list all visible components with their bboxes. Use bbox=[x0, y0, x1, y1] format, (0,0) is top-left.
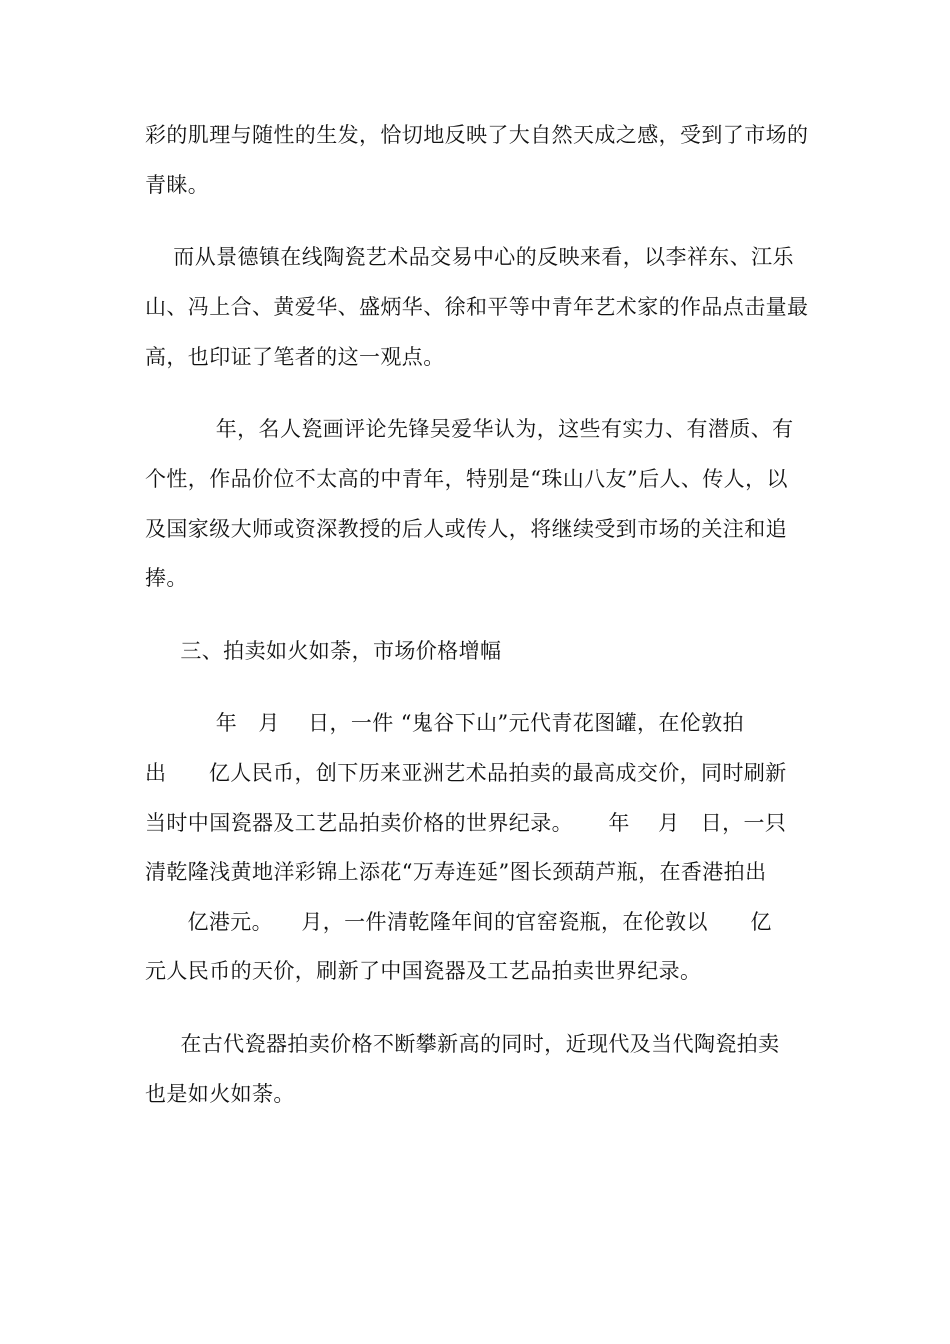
text-line: 出 亿人民币，创下历来亚洲艺术品拍卖的最高成交价，同时刷新 bbox=[145, 761, 787, 785]
text-line: 青睐。 bbox=[145, 173, 210, 197]
text-line: 而从景德镇在线陶瓷艺术品交易中心的反映来看，以李祥东、江乐 bbox=[145, 245, 794, 269]
text-line: 年，名人瓷画评论先锋吴爱华认为，这些有实力、有潜质、有 bbox=[145, 417, 794, 441]
text-line: 清乾隆浅黄地洋彩锦上添花“万寿连延”图长颈葫芦瓶，在香港拍出 bbox=[145, 860, 767, 884]
text-line: 山、冯上合、黄爱华、盛炳华、徐和平等中青年艺术家的作品点击量最 bbox=[145, 295, 809, 319]
text-line: 在古代瓷器拍卖价格不断攀新高的同时，近现代及当代陶瓷拍卖 bbox=[145, 1032, 780, 1056]
text-line: 也是如火如荼。 bbox=[145, 1082, 295, 1106]
section-heading: 三、拍卖如火如荼，市场价格增幅 bbox=[145, 639, 502, 663]
text-line: 当时中国瓷器及工艺品拍卖价格的世界纪录。 年 月 日，一只 bbox=[145, 811, 787, 835]
text-line: 捧。 bbox=[145, 566, 188, 590]
text-line: 亿港元。 月，一件清乾隆年间的官窑瓷瓶，在伦敦以 亿 bbox=[145, 910, 772, 934]
text-line: 彩的肌理与随性的生发，恰切地反映了大自然天成之感，受到了市场的 bbox=[145, 123, 809, 147]
text-line: 元人民币的天价，刷新了中国瓷器及工艺品拍卖世界纪录。 bbox=[145, 959, 702, 983]
text-line: 及国家级大师或资深教授的后人或传人，将继续受到市场的关注和追 bbox=[145, 517, 787, 541]
text-line: 高，也印证了笔者的这一观点。 bbox=[145, 345, 445, 369]
text-line: 年 月 日，一件 “鬼谷下山”元代青花图罐，在伦敦拍 bbox=[145, 711, 745, 735]
text-line: 个性，作品价位不太高的中青年，特别是“珠山八友”后人、传人，以 bbox=[145, 467, 788, 491]
